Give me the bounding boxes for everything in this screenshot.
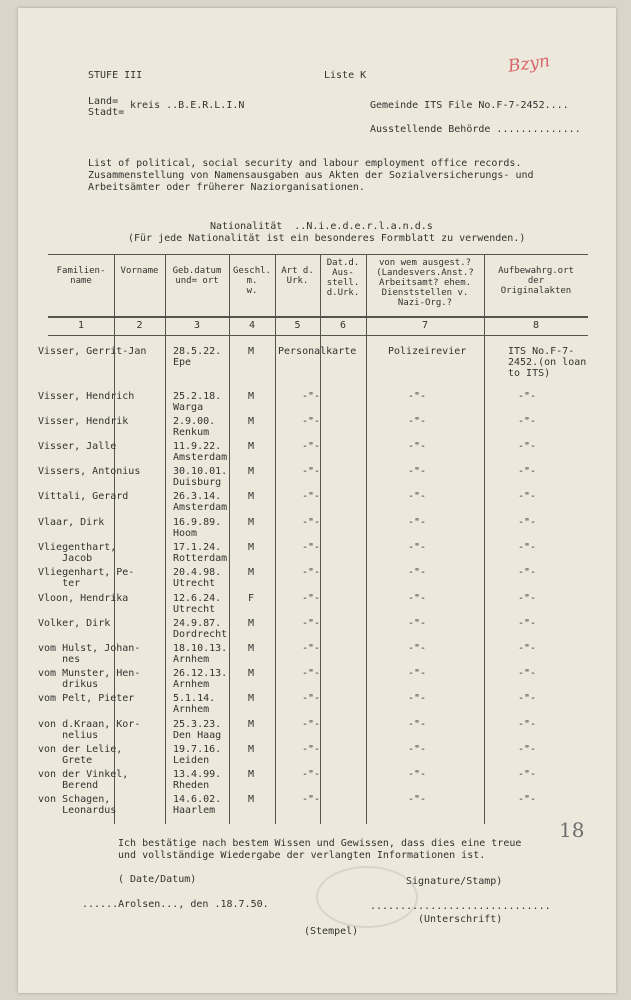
issuer-cell: -"-: [408, 567, 427, 578]
sex-cell: M: [248, 391, 255, 402]
issuer-cell: -"-: [408, 794, 427, 805]
name-cell: vom Pelt, Pieter: [38, 693, 135, 704]
issuer-cell: -"-: [408, 693, 427, 704]
table-row: [18, 794, 616, 818]
document-type-cell: -"-: [302, 769, 321, 780]
table-row: [18, 346, 616, 379]
table-row: [18, 517, 616, 541]
issuer-cell: Polizeirevier: [388, 346, 467, 357]
document-type-cell: -"-: [302, 794, 321, 805]
table-row: [18, 441, 616, 465]
location-cell: -"-: [518, 542, 537, 553]
document-type-cell: -"-: [302, 693, 321, 704]
signature-dots: ..............................: [370, 901, 551, 912]
intro-line-2: Zusammenstellung von Namensausgaben aus Akten der Sozialversicherungs- und: [88, 170, 534, 181]
birth-cell: 11.9.22. Amsterdam: [173, 441, 228, 463]
sex-cell: F: [248, 593, 255, 604]
name-cell: Volker, Dirk: [38, 618, 111, 629]
column-header: Vorname: [120, 266, 159, 276]
name-cell: von Schagen, Leonardus: [38, 794, 117, 816]
birth-cell: 30.10.01. Duisburg: [173, 466, 228, 488]
name-cell: Vissers, Antonius: [38, 466, 141, 477]
name-cell: von d.Kraan, Kor- nelius: [38, 719, 141, 741]
issuer-cell: -"-: [408, 416, 427, 427]
stufe-label: STUFE III: [88, 70, 143, 81]
signature-label: Signature/Stamp): [406, 876, 503, 887]
date-label: ( Date/Datum): [118, 874, 197, 885]
location-cell: -"-: [518, 517, 537, 528]
document-type-cell: -"-: [302, 542, 321, 553]
table-row: [18, 668, 616, 692]
location-cell: -"-: [518, 693, 537, 704]
column-header: Dat.d. Aus- stell. d.Urk.: [326, 258, 360, 298]
location-cell: -"-: [518, 794, 537, 805]
table-row: [18, 618, 616, 642]
document-type-cell: -"-: [302, 491, 321, 502]
birth-cell: 19.7.16. Leiden: [173, 744, 222, 766]
issuer-cell: -"-: [408, 491, 427, 502]
document-type-cell: -"-: [302, 643, 321, 654]
name-cell: Vlaar, Dirk: [38, 517, 105, 528]
sex-cell: M: [248, 441, 255, 452]
sex-cell: M: [248, 466, 255, 477]
unterschrift-label: (Unterschrift): [418, 914, 503, 925]
issuer-cell: -"-: [408, 517, 427, 528]
location-cell: -"-: [518, 668, 537, 679]
document-type-cell: -"-: [302, 593, 321, 604]
issuer-cell: -"-: [408, 466, 427, 477]
location-cell: -"-: [518, 466, 537, 477]
location-cell: -"-: [518, 441, 537, 452]
name-cell: Visser, Jalle: [38, 441, 117, 452]
name-cell: vom Munster, Hen- drikus: [38, 668, 141, 690]
sex-cell: M: [248, 346, 255, 357]
birth-cell: 26.12.13. Arnhem: [173, 668, 228, 690]
document-type-cell: Personalkarte: [278, 346, 357, 357]
sex-cell: M: [248, 794, 255, 805]
column-header: Familien- name: [56, 266, 106, 286]
issuer-cell: -"-: [408, 719, 427, 730]
document-page: [18, 8, 616, 993]
location-cell: -"-: [518, 618, 537, 629]
intro-line-1: List of political, social security and labour employment office records.: [88, 158, 522, 169]
sex-cell: M: [248, 542, 255, 553]
document-type-cell: -"-: [302, 441, 321, 452]
column-number: 6: [339, 320, 347, 331]
location-cell: -"-: [518, 593, 537, 604]
gemeinde-value: Gemeinde ITS File No.F-7-2452....: [370, 100, 569, 111]
issuer-cell: -"-: [408, 441, 427, 452]
name-cell: vom Hulst, Johan- nes: [38, 643, 141, 665]
name-cell: von der Lelie, Grete: [38, 744, 123, 766]
location-cell: -"-: [518, 719, 537, 730]
birth-cell: 24.9.87. Dordrecht: [173, 618, 228, 640]
birth-cell: 16.9.89. Hoom: [173, 517, 222, 539]
column-header: Aufbewahrg.ort der Originalakten: [498, 266, 574, 296]
table-row: [18, 416, 616, 440]
issuer-cell: -"-: [408, 391, 427, 402]
birth-cell: 20.4.98. Utrecht: [173, 567, 222, 589]
liste-label: Liste K: [324, 70, 367, 81]
location-cell: -"-: [518, 416, 537, 427]
location-cell: ITS No.F-7- 2452.(on loan to ITS): [508, 346, 587, 379]
sex-cell: M: [248, 517, 255, 528]
table-row: [18, 491, 616, 515]
column-number: 5: [294, 320, 301, 331]
location-cell: -"-: [518, 491, 537, 502]
issuer-cell: -"-: [408, 668, 427, 679]
document-type-cell: -"-: [302, 517, 321, 528]
sex-cell: M: [248, 567, 255, 578]
sex-cell: M: [248, 668, 255, 679]
confirmation-line-2: und vollständige Wiedergabe der verlangten Informationen ist.: [118, 850, 486, 861]
behoerde-label: Ausstellende Behörde ..............: [370, 124, 581, 135]
location-cell: -"-: [518, 643, 537, 654]
column-number: 8: [532, 320, 540, 331]
name-cell: Vliegenhart, Pe- ter: [38, 567, 135, 589]
name-cell: Vloon, Hendrika: [38, 593, 129, 604]
handwritten-mark: Bzyn: [506, 51, 552, 77]
table-row: [18, 693, 616, 717]
land-label: Land=: [88, 96, 119, 107]
place-date: ......Arolsen..., den .18.7.50.: [82, 899, 269, 910]
kreis-value: kreis ..B.E.R.L.I.N: [130, 100, 245, 111]
document-type-cell: -"-: [302, 567, 321, 578]
sex-cell: M: [248, 643, 255, 654]
name-cell: Vliegenthart, Jacob: [38, 542, 117, 564]
sex-cell: M: [248, 416, 255, 427]
sex-cell: M: [248, 491, 255, 502]
table-row: [18, 542, 616, 566]
birth-cell: 14.6.02. Haarlem: [173, 794, 222, 816]
birth-cell: 28.5.22. Epe: [173, 346, 222, 368]
birth-cell: 5.1.14. Arnhem: [173, 693, 216, 715]
birth-cell: 13.4.99. Rheden: [173, 769, 222, 791]
name-cell: Visser, Hendrich: [38, 391, 135, 402]
column-number: 2: [136, 320, 143, 331]
birth-cell: 26.3.14. Amsterdam: [173, 491, 228, 513]
document-type-cell: -"-: [302, 719, 321, 730]
location-cell: -"-: [518, 391, 537, 402]
issuer-cell: -"-: [408, 769, 427, 780]
column-number: 1: [77, 320, 85, 331]
name-cell: Vittali, Gerard: [38, 491, 129, 502]
table-row: [18, 593, 616, 617]
document-type-cell: -"-: [302, 744, 321, 755]
nationality-label: Nationalität ..N.i.e.d.e.r.l.a.n.d.s: [210, 221, 433, 232]
document-type-cell: -"-: [302, 618, 321, 629]
document-type-cell: -"-: [302, 416, 321, 427]
document-type-cell: -"-: [302, 668, 321, 679]
table-row: [18, 466, 616, 490]
sex-cell: M: [248, 693, 255, 704]
birth-cell: 12.6.24. Utrecht: [173, 593, 222, 615]
page-number-mark: 18: [559, 818, 585, 842]
column-header: von wem ausgest.? (Landesvers.Anst.? Arbeitsamt? ehem. Dienststellen v. Nazi-Org.?: [376, 258, 474, 308]
location-cell: -"-: [518, 744, 537, 755]
location-cell: -"-: [518, 769, 537, 780]
issuer-cell: -"-: [408, 643, 427, 654]
birth-cell: 18.10.13. Arnhem: [173, 643, 228, 665]
issuer-cell: -"-: [408, 744, 427, 755]
header-bottom-rule: [48, 316, 588, 318]
issuer-cell: -"-: [408, 618, 427, 629]
table-row: [18, 719, 616, 743]
column-number: 3: [193, 320, 201, 331]
table-row: [18, 567, 616, 591]
nationality-note: (Für jede Nationalität ist ein besonderes Formblatt zu verwenden.): [128, 233, 526, 244]
birth-cell: 25.2.18. Warga: [173, 391, 222, 413]
table-row: [18, 643, 616, 667]
table-row: [18, 391, 616, 415]
column-header: Geb.datum und= ort: [172, 266, 222, 286]
sex-cell: M: [248, 744, 255, 755]
column-header: Geschl. m. w.: [233, 266, 271, 296]
issuer-cell: -"-: [408, 542, 427, 553]
numbers-bottom-rule: [48, 335, 588, 336]
birth-cell: 2.9.00. Renkum: [173, 416, 216, 438]
intro-line-3: Arbeitsämter oder früherer Naziorganisationen.: [88, 182, 365, 193]
column-number: 7: [421, 320, 429, 331]
location-cell: -"-: [518, 567, 537, 578]
document-type-cell: -"-: [302, 391, 321, 402]
sex-cell: M: [248, 719, 255, 730]
birth-cell: 25.3.23. Den Haag: [173, 719, 222, 741]
document-type-cell: -"-: [302, 466, 321, 477]
column-header: Art d. Urk.: [281, 266, 314, 286]
name-cell: Visser, Hendrik: [38, 416, 129, 427]
issuer-cell: -"-: [408, 593, 427, 604]
name-cell: Visser, Gerrit-Jan: [38, 346, 147, 357]
stadt-label: Stadt=: [88, 107, 125, 118]
table-row: [18, 769, 616, 793]
column-number: 4: [248, 320, 256, 331]
table-row: [18, 744, 616, 768]
birth-cell: 17.1.24. Rotterdam: [173, 542, 228, 564]
sex-cell: M: [248, 769, 255, 780]
sex-cell: M: [248, 618, 255, 629]
table-top-rule: [48, 254, 588, 255]
name-cell: von der Vinkel, Berend: [38, 769, 129, 791]
faded-stamp: [316, 866, 418, 928]
confirmation-line-1: Ich bestätige nach bestem Wissen und Gewissen, dass dies eine treue: [118, 838, 522, 849]
stempel-label: (Stempel): [304, 926, 359, 937]
